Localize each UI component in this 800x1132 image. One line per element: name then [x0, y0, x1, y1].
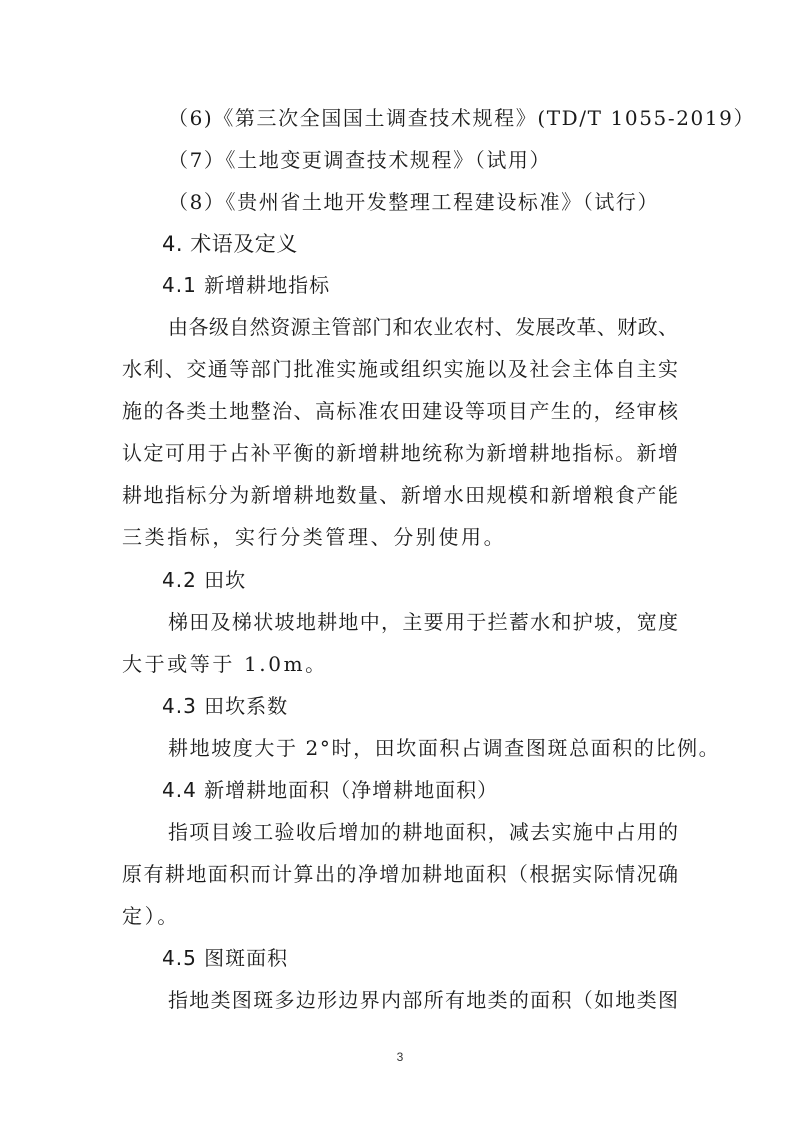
term-heading-4-2: 4.2 田坎 [162, 568, 247, 592]
paragraph-line: 定）。 [122, 904, 180, 928]
paragraph-line: 原有耕地面积而计算出的净增加耕地面积（根据实际情况确 [122, 862, 678, 886]
reference-item-6: （6)《第三次全国国土调查技术规程》(TD/T 1055-2019） [168, 106, 756, 130]
term-heading-4-5: 4.5 图斑面积 [162, 946, 289, 970]
paragraph-line: 耕地坡度大于 2°时，田坎面积占调查图斑总面积的比例。 [168, 736, 721, 760]
paragraph-line: 指项目竣工验收后增加的耕地面积，减去实施中占用的 [168, 820, 678, 844]
term-heading-4-3: 4.3 田坎系数 [162, 694, 289, 718]
term-heading-4-4: 4.4 新增耕地面积（净增耕地面积） [162, 778, 499, 802]
reference-item-8: （8）《贵州省土地开发整理工程建设标准》（试行） [168, 190, 660, 214]
paragraph-line: 施的各类土地整治、高标准农田建设等项目产生的，经审核 [122, 399, 678, 423]
paragraph-line: 水利、交通等部门批准实施或组织实施以及社会主体自主实 [122, 357, 678, 381]
paragraph-line: 认定可用于占补平衡的新增耕地统称为新增耕地指标。新增 [122, 441, 678, 465]
term-heading-4-1: 4.1 新增耕地指标 [162, 273, 331, 297]
reference-item-7: （7）《土地变更调查技术规程》（试用） [168, 148, 552, 172]
paragraph-line: 指地类图斑多边形边界内部所有地类的面积（如地类图 [168, 988, 678, 1012]
paragraph-line: 耕地指标分为新增耕地数量、新增水田规模和新增粮食产能 [122, 483, 678, 507]
page-number: 3 [396, 1050, 404, 1064]
paragraph-line: 三类指标，实行分类管理、分别使用。 [122, 525, 507, 549]
paragraph-line: 大于或等于 1.0m。 [122, 652, 328, 676]
section-title: 4. 术语及定义 [162, 232, 298, 256]
paragraph-line: 梯田及梯状坡地耕地中，主要用于拦蓄水和护坡，宽度 [168, 610, 678, 634]
paragraph-line: 由各级自然资源主管部门和农业农村、发展改革、财政、 [168, 315, 678, 339]
